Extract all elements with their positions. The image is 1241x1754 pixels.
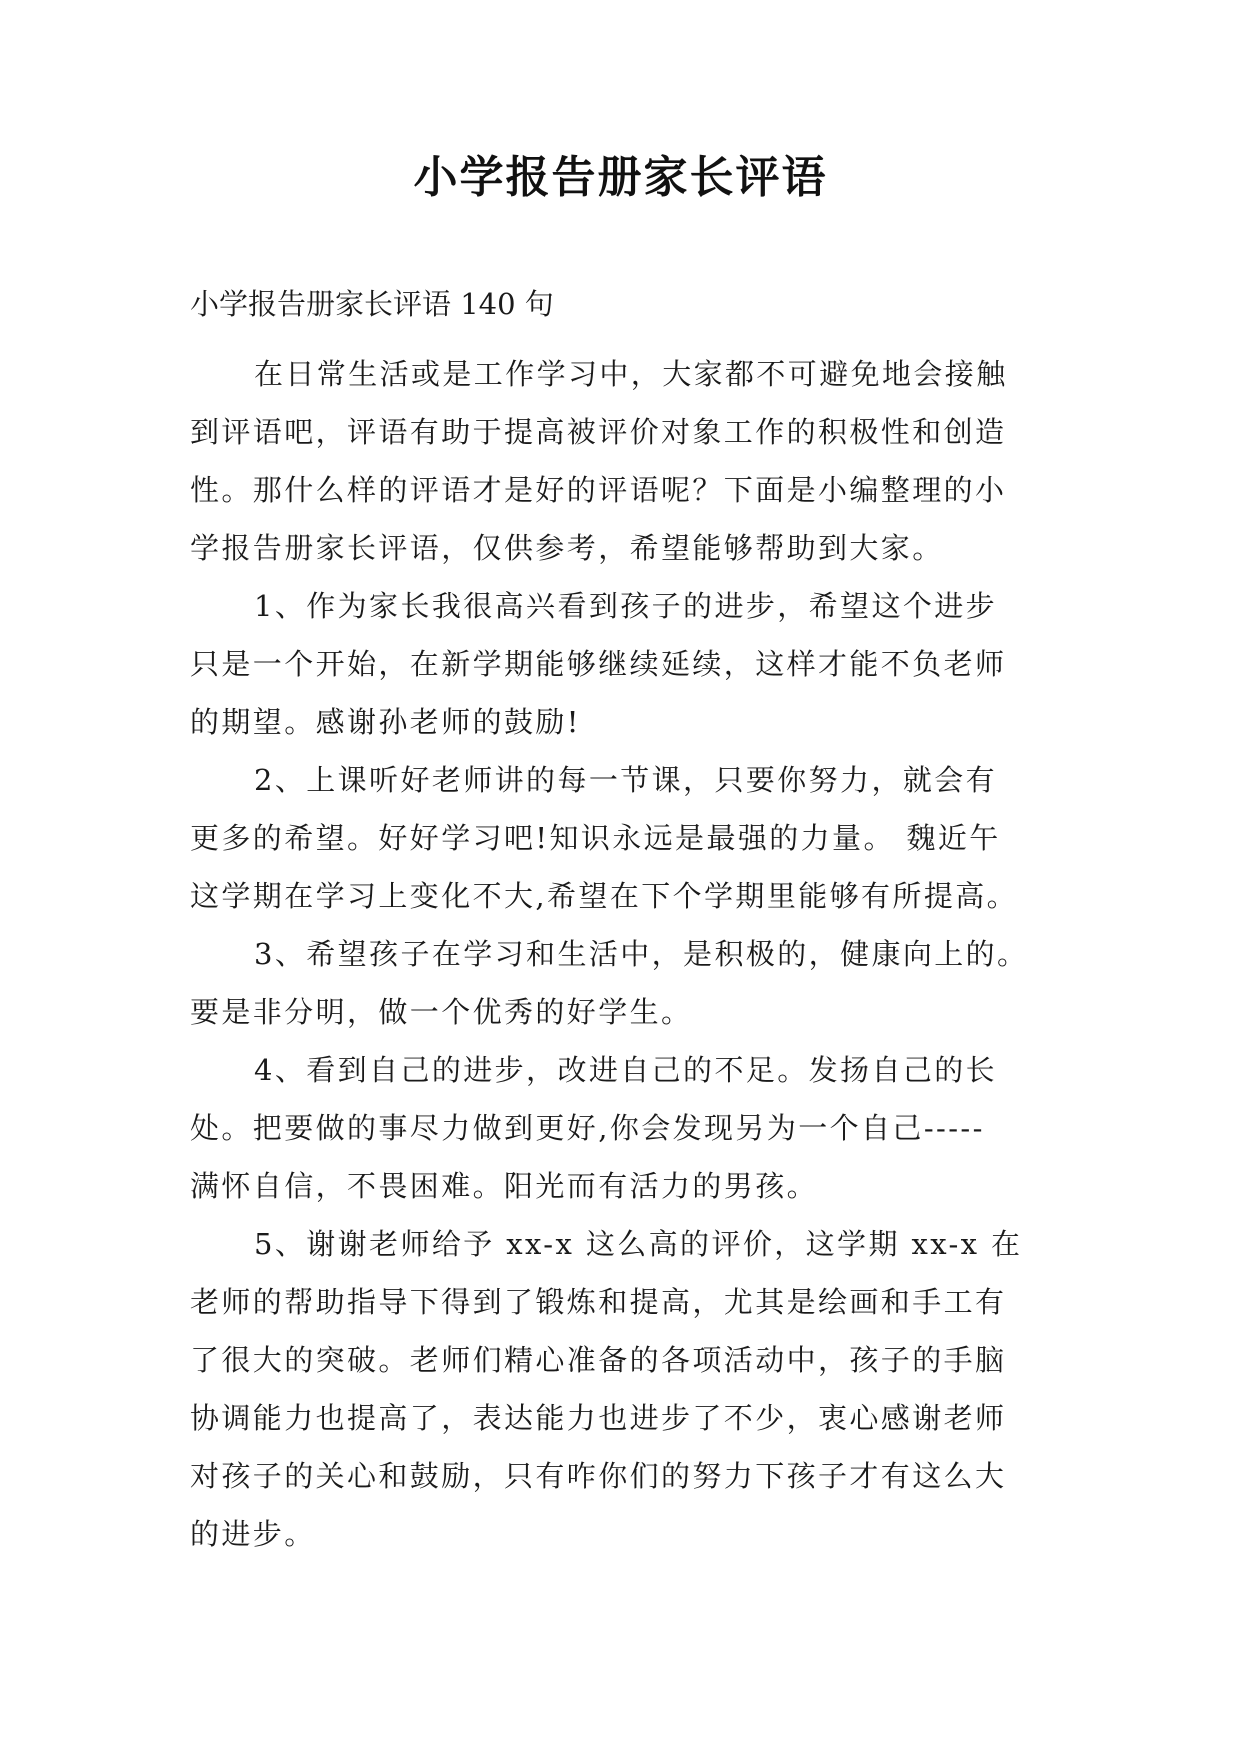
item-2-line-1: 2、上课听好老师讲的每一节课，只要你努力，就会有 xyxy=(254,763,998,797)
item-5-line-4: 协调能力也提高了，表达能力也进步了不少，衷心感谢老师 xyxy=(190,1401,1007,1435)
intro-line-4: 学报告册家长评语，仅供参考，希望能够帮助到大家。 xyxy=(190,531,944,565)
item-5-line-5: 对孩子的关心和鼓励，只有咋你们的努力下孩子才有这么大 xyxy=(190,1459,1007,1493)
document-title: 小学报告册家长评语 xyxy=(413,152,828,203)
item-2-line-2: 更多的希望。好好学习吧!知识永远是最强的力量。 魏近午 xyxy=(190,821,1001,855)
intro-line-1: 在日常生活或是工作学习中，大家都不可避免地会接触 xyxy=(254,357,1008,391)
item-4-line-1: 4、看到自己的进步，改进自己的不足。发扬自己的长 xyxy=(254,1053,998,1087)
intro-line-2: 到评语吧，评语有助于提高被评价对象工作的积极性和创造 xyxy=(190,415,1007,449)
item-1-line-2: 只是一个开始，在新学期能够继续延续，这样才能不负老师 xyxy=(190,647,1007,681)
item-4-line-3: 满怀自信，不畏困难。阳光而有活力的男孩。 xyxy=(190,1169,819,1203)
item-4-line-2: 处。把要做的事尽力做到更好,你会发现另为一个自己----- xyxy=(190,1111,985,1145)
item-5-line-1: 5、谢谢老师给予 xx-x 这么高的评价，这学期 xx-x 在 xyxy=(254,1227,1023,1261)
item-1-line-1: 1、作为家长我很高兴看到孩子的进步，希望这个进步 xyxy=(254,589,998,623)
item-5-line-2: 老师的帮助指导下得到了锻炼和提高，尤其是绘画和手工有 xyxy=(190,1285,1007,1319)
document-subtitle: 小学报告册家长评语 140 句 xyxy=(190,287,554,321)
item-5-line-3: 了很大的突破。老师们精心准备的各项活动中，孩子的手脑 xyxy=(190,1343,1007,1377)
item-3-line-2: 要是非分明，做一个优秀的好学生。 xyxy=(190,995,693,1029)
intro-line-3: 性。那什么样的评语才是好的评语呢？下面是小编整理的小 xyxy=(190,473,1007,507)
item-2-line-3: 这学期在学习上变化不大,希望在下个学期里能够有所提高。 xyxy=(190,879,1019,913)
item-1-line-3: 的期望。感谢孙老师的鼓励! xyxy=(190,705,581,739)
item-5-line-6: 的进步。 xyxy=(190,1517,316,1551)
item-3-line-1: 3、希望孩子在学习和生活中，是积极的，健康向上的。 xyxy=(254,937,1029,971)
